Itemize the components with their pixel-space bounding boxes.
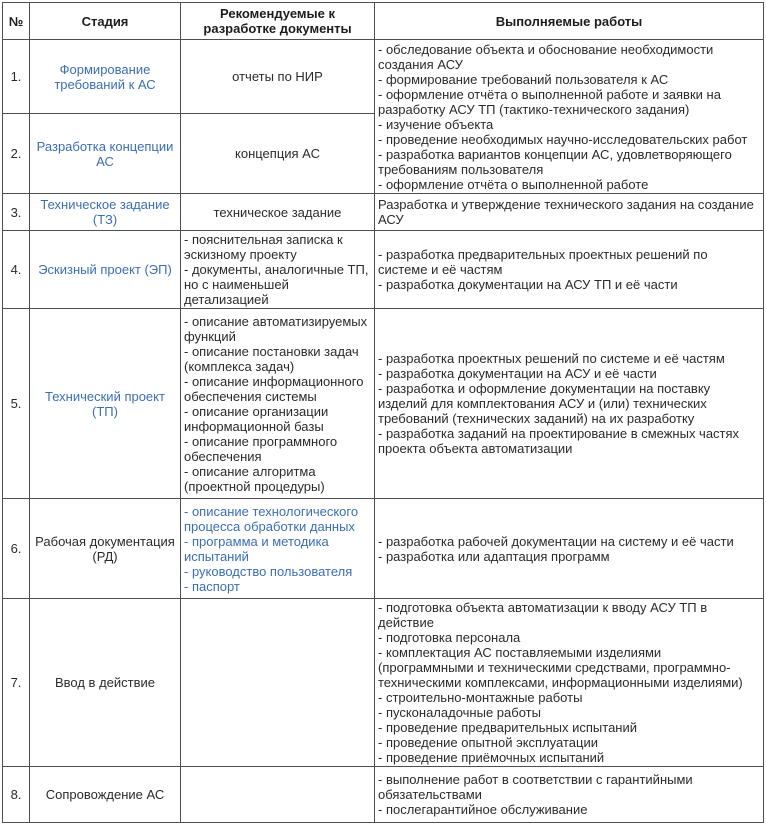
work-item: - разработка документации на АСУ ТП и её части: [378, 277, 678, 292]
table-row: [3, 599, 764, 767]
work-item: - разработка проектных решений по системе и её частям: [378, 351, 725, 366]
stage-label: Сопровождение АС: [45, 787, 165, 802]
document-item: - пояснительная записка к эскизному проекту: [184, 232, 343, 262]
work-item: - проведение приёмочных испытаний: [378, 750, 605, 765]
stage-link[interactable]: Эскизный проект (ЭП): [38, 262, 172, 277]
column-header: Стадия: [30, 3, 181, 40]
works-cell: [375, 767, 764, 823]
table-body: [3, 40, 764, 823]
work-item: - проведение опытной эксплуатации: [378, 735, 598, 750]
document-link[interactable]: - описание технологического процесса обработки данных: [184, 503, 359, 534]
work-item: - пусконаладочные работы: [378, 705, 541, 720]
document-item: - описание организации информационной базы: [184, 403, 329, 434]
work-item: - изучение объекта: [378, 116, 494, 132]
stage-cell: [30, 40, 181, 114]
table-row: [3, 767, 764, 823]
table-row: [3, 194, 764, 231]
column-header: Рекомендуемые к разработке документы: [181, 3, 375, 40]
document-item: концепция АС: [235, 146, 320, 161]
document-link[interactable]: - руководство пользователя: [184, 563, 353, 579]
documents-cell: [181, 194, 375, 231]
works-cell: [375, 194, 764, 231]
documents-cell: [181, 309, 375, 499]
works-cell: [375, 499, 764, 599]
stage-link[interactable]: Разработка концепции АС: [36, 138, 174, 169]
document-item: - описание программного обеспечения: [184, 433, 338, 464]
stage-link[interactable]: Формирование требований к АС: [54, 61, 156, 92]
document-item: - описание алгоритма (проектной процедуры): [184, 463, 325, 494]
work-item: - разработка и оформление документации на поставку изделий для комплектования АСУ и (или) технических требований (технических заданий) на их разработку: [378, 381, 711, 426]
work-item: - разработка вариантов концепции АС, удовлетворяющего требованиям пользователя: [378, 146, 732, 177]
documents-cell: [181, 599, 375, 767]
work-item: - подготовка персонала: [378, 630, 521, 645]
table-row: [3, 40, 764, 114]
document-item: отчеты по НИР: [232, 69, 323, 84]
table-row: [3, 499, 764, 599]
row-number: 2.: [3, 114, 30, 194]
work-item: - разработка предварительных проектных решений по системе и её частям: [378, 247, 708, 277]
work-item: - формирование требований пользователя к АС: [378, 71, 669, 87]
stages-table: [2, 2, 764, 823]
documents-cell: [181, 231, 375, 309]
stage-cell: [30, 194, 181, 231]
work-item: - разработка документации на АСУ и её части: [378, 366, 657, 381]
table-row: [3, 309, 764, 499]
work-item: - послегарантийное обслуживание: [378, 802, 588, 817]
works-cell: [375, 309, 764, 499]
work-item: - комплектация АС поставляемыми изделиями (программными и техническими средствами, программно-техническими комплексами, информационными изделиями): [378, 645, 743, 690]
stage-cell: [30, 599, 181, 767]
row-number: 6.: [3, 499, 30, 599]
document-item: - описание постановки задач (комплекса задач): [184, 343, 359, 374]
document-item: техническое задание: [213, 204, 342, 220]
documents-cell: [181, 767, 375, 823]
document-link[interactable]: - программа и методика испытаний: [184, 533, 329, 564]
work-item: - оформление отчёта о выполненной работе: [378, 176, 649, 192]
header-row: [3, 3, 764, 40]
column-header: №: [3, 3, 30, 40]
row-number: 7.: [3, 599, 30, 767]
documents-cell: [181, 499, 375, 599]
document-item: - описание информационного обеспечения системы: [184, 373, 364, 404]
stage-link[interactable]: Технический проект (ТП): [45, 388, 165, 419]
work-item: - обследование объекта и обоснование необходимости создания АСУ: [378, 41, 714, 72]
work-item: Разработка и утверждение технического задания на создание АСУ: [378, 197, 754, 227]
table-row: [3, 231, 764, 309]
row-number: 1.: [3, 40, 30, 114]
stage-label: Рабочая документация (РД): [35, 533, 175, 564]
works-cell: [375, 231, 764, 309]
work-item: - проведение предварительных испытаний: [378, 720, 638, 735]
row-number: 4.: [3, 231, 30, 309]
work-item: - оформление отчёта о выполненной работе и заявки на разработку АСУ ТП (тактико-технического задания): [378, 86, 721, 117]
stage-cell: [30, 231, 181, 309]
document-item: - документы, аналогичные ТП, но с наименьшей детализацией: [184, 262, 369, 307]
stage-label: Ввод в действие: [54, 675, 156, 690]
stage-cell: [30, 309, 181, 499]
document-item: - описание автоматизируемых функций: [184, 313, 368, 344]
stage-link[interactable]: Техническое задание (ТЗ): [40, 197, 170, 227]
work-item: - строительно-монтажные работы: [378, 690, 583, 705]
works-cell: [375, 599, 764, 767]
document-link[interactable]: - паспорт: [184, 578, 240, 594]
stage-cell: [30, 114, 181, 194]
work-item: - разработка заданий на проектирование в смежных частях проекта объекта автоматизации: [378, 426, 740, 456]
work-item: - разработка рабочей документации на систему и её части: [378, 533, 734, 549]
work-item: - разработка или адаптация программ: [378, 548, 610, 564]
column-header: Выполняемые работы: [375, 3, 764, 40]
work-item: - проведение необходимых научно-исследовательских работ: [378, 131, 748, 147]
stage-cell: [30, 499, 181, 599]
stage-cell: [30, 767, 181, 823]
documents-cell: [181, 40, 375, 114]
documents-cell: [181, 114, 375, 194]
row-number: 3.: [3, 194, 30, 231]
work-item: - подготовка объекта автоматизации к вводу АСУ ТП в действие: [378, 600, 708, 630]
works-cell: [375, 40, 764, 194]
row-number: 8.: [3, 767, 30, 823]
row-number: 5.: [3, 309, 30, 499]
work-item: - выполнение работ в соответствии с гарантийными обязательствами: [378, 772, 693, 802]
